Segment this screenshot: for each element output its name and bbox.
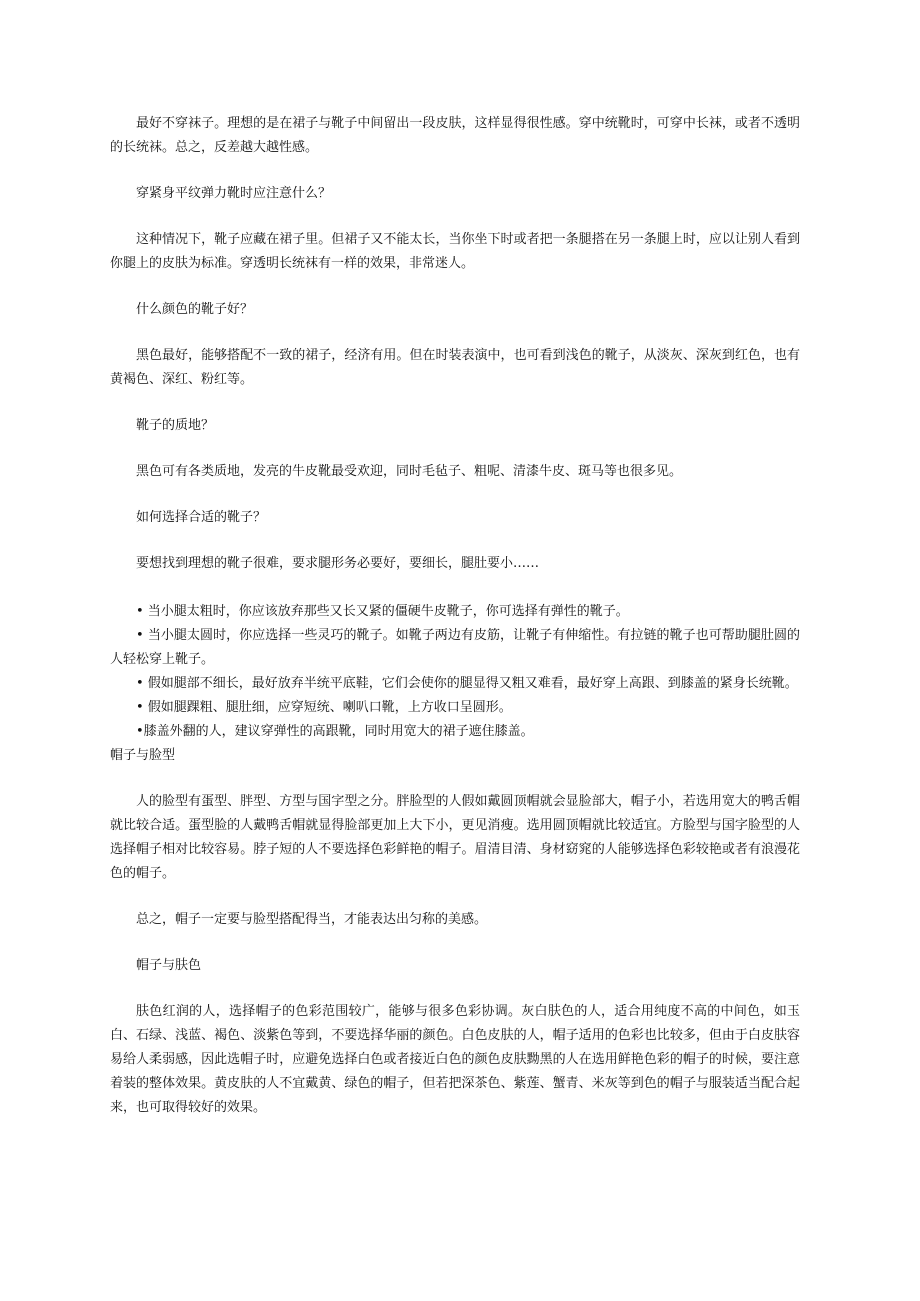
paragraph-boot-color-answer: 黑色最好，能够搭配不一致的裙子，经济有用。但在时装表演中，也可看到浅色的靴子，从淡灰、深灰到红色，也有黄褐色、深红、粉红等。 [110, 348, 800, 387]
section-heading-hat-face: 帽子与脸型 [110, 748, 176, 763]
paragraph-hat-face: 人的脸型有蛋型、胖型、方型与国字型之分。胖脸型的人假如戴圆顶帽就会显脸部大，帽子小，若选用宽大的鸭舌帽就比较合适。蛋型脸的人戴鸭舌帽就显得脸部更加上大下小，更见消瘦。选用圆顶帽就比较适宜。方脸型与国字脸型的人选择帽子相对比较容易。脖子短的人不要选择色彩鲜艳的帽子。眉清目清、身材窈窕的人能够选择色彩较艳或者有浪漫花色的帽子。 [110, 794, 800, 881]
question-boot-material: 靴子的质地？ [136, 418, 215, 433]
paragraph-boot-material-answer: 黑色可有各类质地，发亮的牛皮靴最受欢迎，同时毛毡子、粗呢、清漆牛皮、斑马等也很多见。 [136, 464, 683, 479]
list-item: • 假如腿部不细长，最好放弃半统平底鞋，它们会使你的腿显得又粗又难看，最好穿上高跟、到膝盖的紧身长统靴。 [136, 676, 798, 691]
list-item: • 当小腿太圆时，你应选择一些灵巧的靴子。如靴子两边有皮筋，让靴子有伸缩性。有拉链的靴子也可帮助腿肚圆的人轻松穿上靴子。 [110, 628, 800, 667]
paragraph-hat-face-summary: 总之，帽子一定要与脸型搭配得当，才能表达出匀称的美感。 [136, 912, 488, 927]
paragraph-choose-boots-answer: 要想找到理想的靴子很难，要求腿形务必要好，要细长，腿肚要小…… [136, 556, 540, 571]
paragraph-hat-skin: 肤色红润的人，选择帽子的色彩范围较广，能够与很多色彩协调。灰白肤色的人，适合用纯度不高的中间色，如玉白、石绿、浅蓝、褐色、淡紫色等到，不要选择华丽的颜色。白色皮肤的人，帽子适用的色彩也比较多，但由于白皮肤容易给人柔弱感，因此选帽子时，应避免选择白色或者接近白色的颜色皮肤黝黑的人在选用鲜艳色彩的帽子的时候，要注意着装的整体效果。黄皮肤的人不宜戴黄、绿色的帽子，但若把深茶色、紫莲、蟹青、米灰等到色的帽子与服装适当配合起来，也可取得较好的效果。 [110, 1004, 800, 1115]
section-heading-hat-skin: 帽子与肤色 [136, 958, 202, 973]
list-item: • 假如腿踝粗、腿肚细，应穿短统、喇叭口靴，上方收口呈圆形。 [136, 700, 512, 715]
question-boot-color: 什么颜色的靴子好？ [136, 302, 254, 317]
list-item: •膝盖外翻的人，建议穿弹性的高跟靴，同时用宽大的裙子遮住膝盖。 [136, 724, 534, 739]
bullet-list-leg-tips [110, 600, 800, 744]
paragraph-stockings: 最好不穿袜子。理想的是在裙子与靴子中间留出一段皮肤，这样显得很性感。穿中统靴时，可穿中长袜，或者不透明的长统袜。总之，反差越大越性感。 [110, 116, 800, 155]
document-body [110, 112, 800, 1142]
list-item: • 当小腿太粗时，你应该放弃那些又长又紧的僵硬牛皮靴子，你可选择有弹性的靴子。 [136, 604, 629, 619]
question-choose-boots: 如何选择合适的靴子？ [136, 510, 267, 525]
paragraph-tight-boots-answer: 这种情况下，靴子应藏在裙子里。但裙子又不能太长，当你坐下时或者把一条腿搭在另一条腿上时，应以让别人看到你腿上的皮肤为标准。穿透明长统袜有一样的效果，非常迷人。 [110, 232, 800, 271]
question-tight-boots: 穿紧身平纹弹力靴时应注意什么？ [136, 186, 332, 201]
